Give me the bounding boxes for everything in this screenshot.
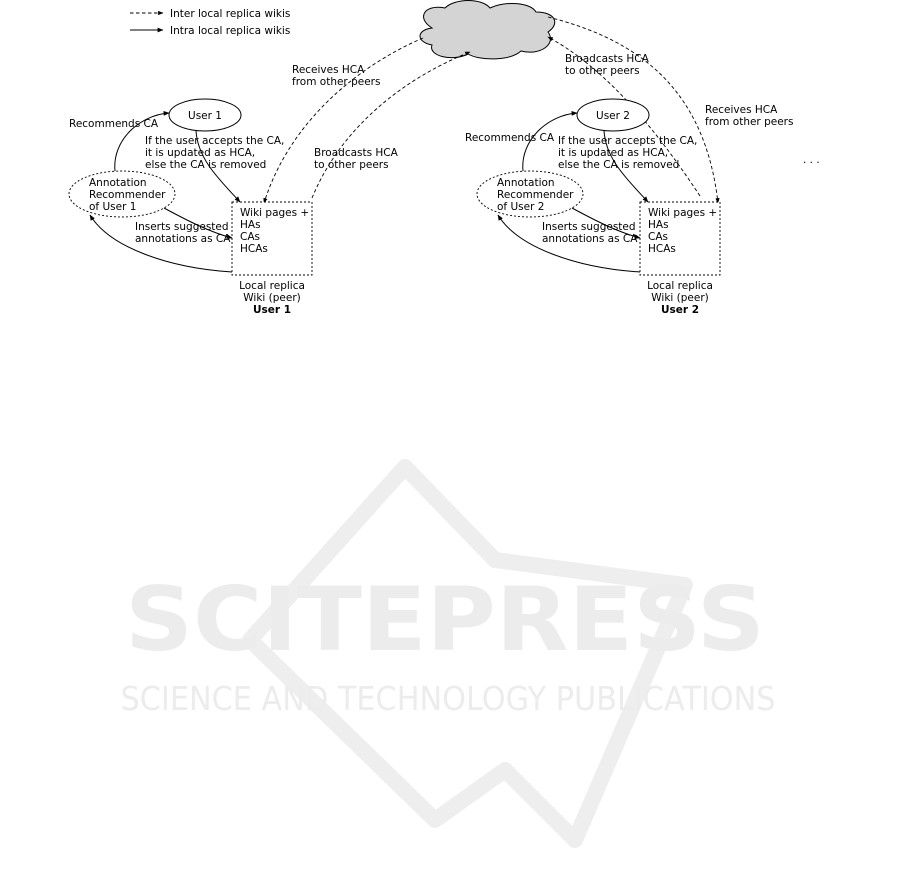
legend: [130, 8, 290, 37]
receives-hca-label-1: [292, 64, 380, 88]
legend-intra-label: Intra local replica wikis: [170, 25, 291, 37]
user-node-1-label: User 1: [188, 110, 222, 122]
legend-inter-label: Inter local replica wikis: [170, 8, 291, 20]
svg-text:User 2: User 2: [660, 304, 700, 316]
svg-text:annotations as CA: annotations as CA: [542, 233, 638, 245]
svg-text:Wiki pages +: Wiki pages +: [240, 207, 310, 219]
watermark: [121, 467, 776, 840]
svg-text:Wiki (peer): Wiki (peer): [243, 292, 301, 304]
svg-text:Wiki (peer): Wiki (peer): [651, 292, 709, 304]
svg-text:from other peers: from other peers: [705, 116, 794, 128]
svg-text:from other peers: from other peers: [292, 76, 381, 88]
svg-text:User 1: User 1: [252, 304, 292, 316]
peer-group-user-2: [465, 99, 720, 316]
svg-text:HCAs: HCAs: [648, 243, 676, 255]
svg-text:else the CA is removed: else the CA is removed: [145, 159, 267, 171]
svg-text:Recommender: Recommender: [89, 189, 166, 201]
user-node-2-label: User 2: [596, 110, 630, 122]
receives-hca-label-2: [705, 104, 793, 128]
more-peers-ellipsis: . . .: [803, 154, 820, 166]
accept-note-1: [145, 135, 284, 171]
svg-text:If the user accepts the CA,: If the user accepts the CA,: [145, 135, 285, 147]
peer-group-user-1: [69, 99, 312, 316]
svg-text:Annotation: Annotation: [497, 177, 555, 189]
svg-text:Wiki pages +: Wiki pages +: [648, 207, 718, 219]
svg-text:CAs: CAs: [648, 231, 668, 243]
svg-text:CAs: CAs: [240, 231, 260, 243]
svg-text:Recommender: Recommender: [497, 189, 574, 201]
svg-text:HAs: HAs: [240, 219, 261, 231]
svg-text:annotations as CA: annotations as CA: [135, 233, 231, 245]
svg-text:Receives HCA: Receives HCA: [705, 104, 778, 116]
svg-text:to other peers: to other peers: [314, 159, 389, 171]
peer-caption-2: [647, 280, 713, 316]
inserts-label-1: [135, 221, 231, 245]
svg-text:If the user accepts the CA,: If the user accepts the CA,: [558, 135, 698, 147]
cloud-icon: [420, 1, 555, 59]
svg-text:to other peers: to other peers: [565, 65, 640, 77]
accept-note-2: [558, 135, 697, 171]
watermark-tagline: SCIENCE AND TECHNOLOGY PUBLICATIONS: [120, 679, 776, 718]
broadcasts-hca-label-2: [565, 53, 650, 77]
watermark-name: SCITEPRESS: [125, 568, 765, 671]
svg-text:Local replica: Local replica: [647, 280, 713, 292]
svg-text:Inserts suggested: Inserts suggested: [542, 221, 636, 233]
svg-text:of User 2: of User 2: [497, 201, 545, 213]
broadcasts-hca-label-1: [314, 147, 399, 171]
recommends-label-2: Recommends CA: [465, 132, 555, 144]
receives-hca-arrow-1: [264, 38, 423, 203]
svg-text:it is updated as HCA,: it is updated as HCA,: [558, 147, 669, 159]
svg-text:it is updated as HCA,: it is updated as HCA,: [145, 147, 256, 159]
svg-text:of User 1: of User 1: [89, 201, 137, 213]
svg-text:Local replica: Local replica: [239, 280, 305, 292]
svg-text:else the CA is removed: else the CA is removed: [558, 159, 680, 171]
svg-text:HCAs: HCAs: [240, 243, 268, 255]
svg-text:Receives HCA: Receives HCA: [292, 64, 365, 76]
svg-text:Annotation: Annotation: [89, 177, 147, 189]
recommends-label-1: Recommends CA: [69, 118, 159, 130]
svg-text:Broadcasts HCA: Broadcasts HCA: [314, 147, 398, 159]
peer-caption-1: [239, 280, 305, 316]
inserts-label-2: [542, 221, 638, 245]
svg-text:HAs: HAs: [648, 219, 669, 231]
svg-text:Broadcasts HCA: Broadcasts HCA: [565, 53, 649, 65]
svg-text:Inserts suggested: Inserts suggested: [135, 221, 229, 233]
